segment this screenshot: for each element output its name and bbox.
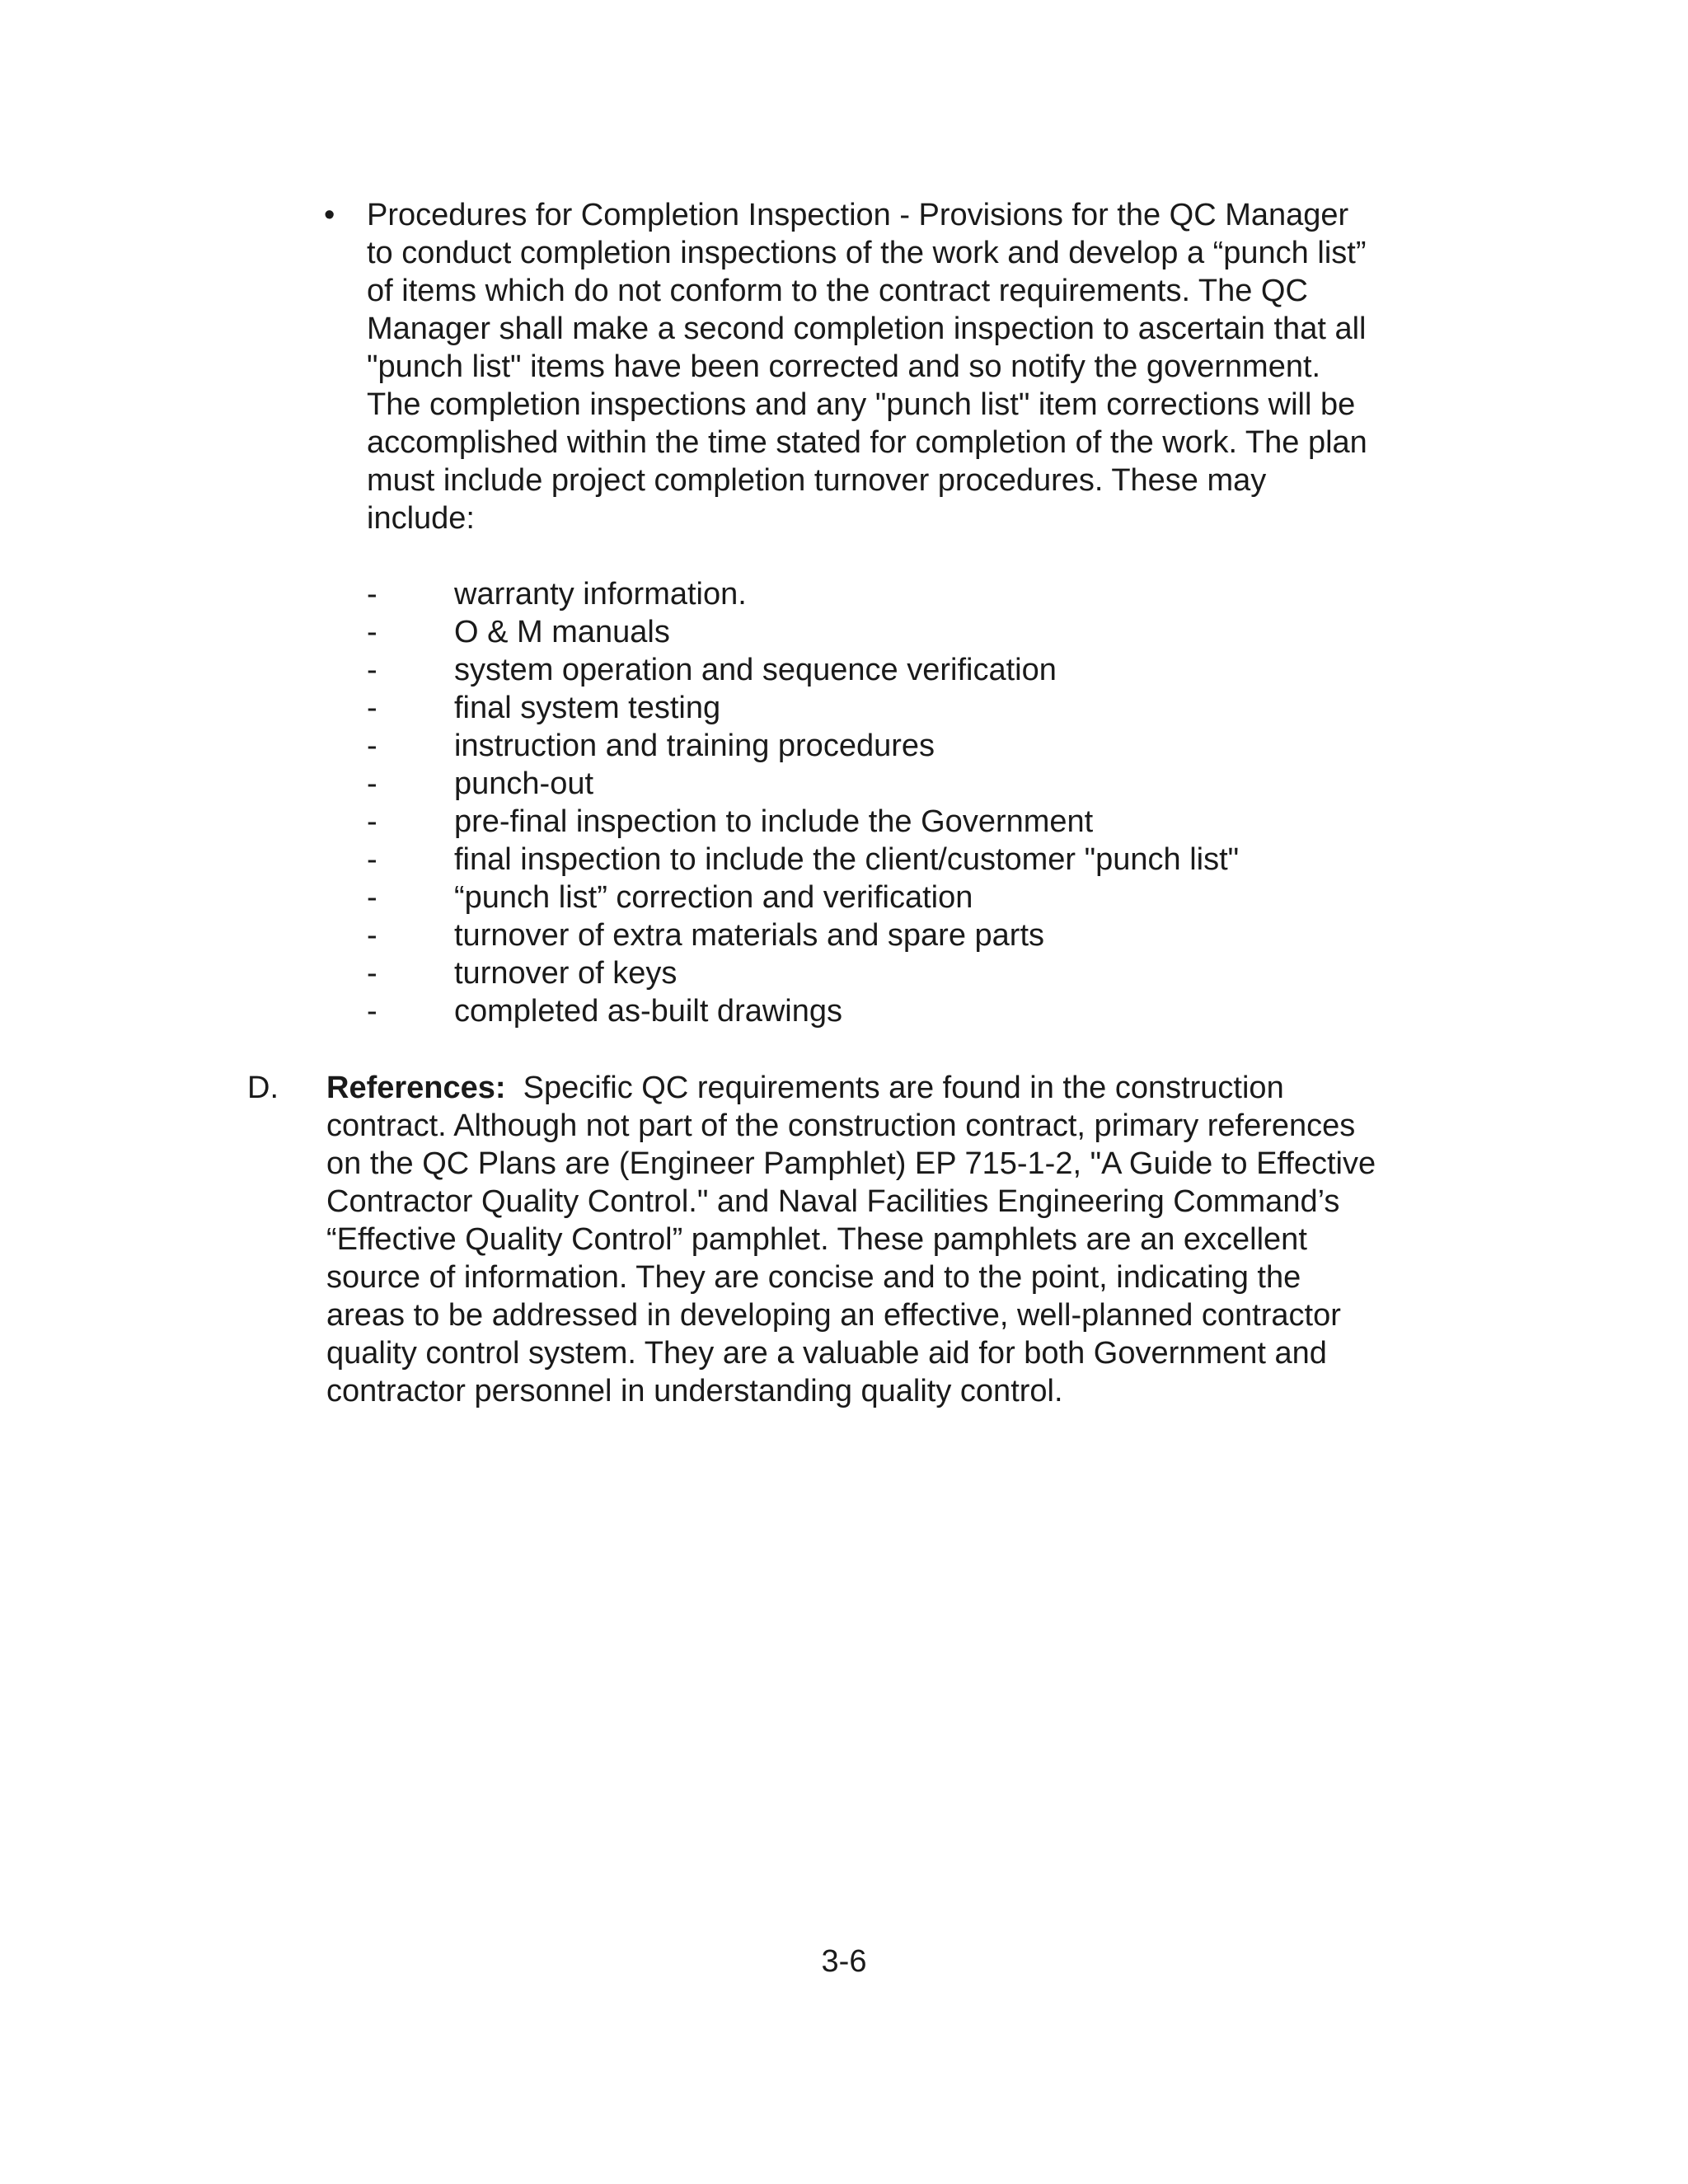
list-item-text: O & M manuals <box>454 615 670 649</box>
list-item-text: final system testing <box>454 691 721 725</box>
section-letter: D. <box>247 1071 279 1105</box>
paragraph-line: contract. Although not part of the construction contract, primary references <box>326 1108 1356 1143</box>
paragraph-line: areas to be addressed in developing an effective, well-planned contractor <box>326 1298 1341 1333</box>
section-d-references <box>247 1069 1451 1410</box>
dash-marker: - <box>367 577 377 612</box>
paragraph-line: of items which do not conform to the contract requirements. The QC <box>367 274 1308 308</box>
paragraph-line: include: <box>367 501 475 536</box>
bullet-paragraph <box>367 196 1438 537</box>
dash-marker: - <box>367 766 377 801</box>
paragraph-line: contractor personnel in understanding quality control. <box>326 1374 1063 1408</box>
list-item-text: turnover of extra materials and spare parts <box>454 918 1045 953</box>
list-item-text: punch-out <box>454 766 594 801</box>
dash-marker: - <box>367 615 377 649</box>
paragraph-line: accomplished within the time stated for completion of the work. The plan <box>367 425 1367 460</box>
completion-inspection-bullet <box>324 196 1453 537</box>
list-item-text: final inspection to include the client/customer "punch list" <box>454 842 1240 877</box>
dash-marker: - <box>367 956 377 991</box>
paragraph-line: must include project completion turnover procedures. These may <box>367 463 1267 498</box>
list-item-text: completed as-built drawings <box>454 994 843 1029</box>
dash-marker: - <box>367 729 377 763</box>
references-first-line: Specific QC requirements are found in the construction <box>505 1071 1284 1105</box>
references-paragraph <box>326 1069 1456 1410</box>
list-item-text: pre-final inspection to include the Government <box>454 804 1094 839</box>
bullet-marker: • <box>324 198 335 232</box>
dash-marker: - <box>367 994 377 1029</box>
dash-marker: - <box>367 918 377 953</box>
paragraph-line: Manager shall make a second completion inspection to ascertain that all <box>367 312 1367 346</box>
paragraph-line: Contractor Quality Control." and Naval Facilities Engineering Command’s <box>326 1184 1340 1219</box>
paragraph-line: source of information. They are concise and to the point, indicating the <box>326 1260 1301 1295</box>
paragraph-line: "punch list" items have been corrected and so notify the government. <box>367 349 1321 384</box>
dash-marker: - <box>367 880 377 915</box>
dash-marker: - <box>367 804 377 839</box>
page-number: 3-6 <box>821 1944 867 1979</box>
list-item-text: “punch list” correction and verification <box>454 880 973 915</box>
paragraph-line: quality control system. They are a valuable aid for both Government and <box>326 1336 1327 1371</box>
references-heading: References: <box>326 1071 506 1105</box>
list-item-text: instruction and training procedures <box>454 729 935 763</box>
list-item-text: warranty information. <box>454 577 747 612</box>
paragraph-line: “Effective Quality Control” pamphlet. These pamphlets are an excellent <box>326 1222 1307 1257</box>
dash-marker: - <box>367 842 377 877</box>
paragraph-line: on the QC Plans are (Engineer Pamphlet) EP 715-1-2, "A Guide to Effective <box>326 1146 1376 1181</box>
dash-marker: - <box>367 653 377 687</box>
paragraph-line <box>326 1069 1456 1107</box>
paragraph-line: The completion inspections and any "punch list" item corrections will be <box>367 387 1356 422</box>
paragraph-line: Procedures for Completion Inspection - Provisions for the QC Manager <box>367 198 1349 232</box>
list-item-text: turnover of keys <box>454 956 678 991</box>
list-item-text: system operation and sequence verification <box>454 653 1057 687</box>
dash-marker: - <box>367 691 377 725</box>
paragraph-line: to conduct completion inspections of the work and develop a “punch list” <box>367 236 1367 270</box>
